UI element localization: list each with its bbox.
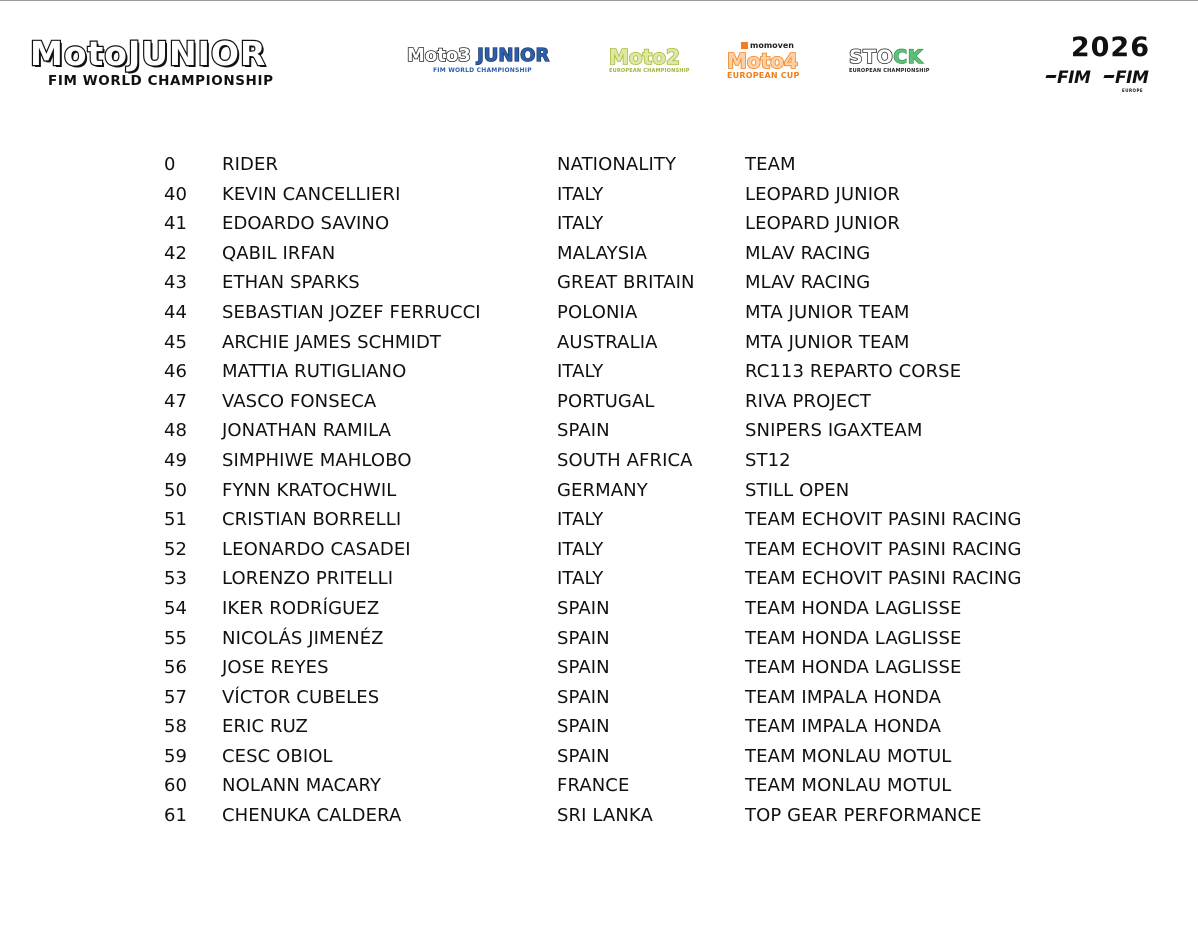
- rider-name: NOLANN MACARY: [222, 775, 382, 797]
- table-row: [164, 387, 1084, 417]
- rider-nationality: SPAIN: [557, 597, 610, 619]
- rider-nationality: SPAIN: [557, 420, 610, 442]
- rider-name: MATTIA RUTIGLIANO: [222, 361, 407, 383]
- table-row: [164, 594, 1084, 624]
- moto4-subtitle: EUROPEAN CUP: [727, 71, 800, 80]
- rider-name: FYNN KRATOCHWIL: [222, 479, 397, 501]
- rider-team: TEAM ECHOVIT PASINI RACING: [745, 568, 1022, 590]
- rider-number: 43: [164, 272, 188, 294]
- table-body: [164, 180, 1084, 831]
- rider-team: MTA JUNIOR TEAM: [745, 331, 910, 353]
- moto3-subtitle: FIM WORLD CHAMPIONSHIP: [433, 67, 532, 74]
- table-row: [164, 446, 1084, 476]
- momoven-icon: [741, 42, 748, 49]
- table-row: [164, 624, 1084, 654]
- rider-team: LEOPARD JUNIOR: [745, 213, 901, 235]
- rider-team: TEAM ECHOVIT PASINI RACING: [745, 538, 1022, 560]
- table-row: [164, 505, 1084, 535]
- header-rider: RIDER: [222, 154, 279, 175]
- table-row: [164, 742, 1084, 772]
- motojunior-subtitle: FIM WORLD CHAMPIONSHIP: [48, 73, 274, 89]
- rider-nationality: SPAIN: [557, 686, 610, 708]
- rider-nationality: GREAT BRITAIN: [557, 272, 695, 294]
- table-row: [164, 653, 1084, 683]
- rider-team: MLAV RACING: [745, 242, 871, 264]
- rider-number: 58: [164, 716, 188, 738]
- rider-name: CHENUKA CALDERA: [222, 805, 402, 827]
- rider-nationality: ITALY: [557, 361, 604, 383]
- rider-number: 44: [164, 301, 188, 323]
- rider-nationality: SPAIN: [557, 657, 610, 679]
- rider-number: 61: [164, 805, 188, 827]
- fim-europe-logo: FIM EUROPE: [1104, 68, 1148, 88]
- rider-team: STILL OPEN: [745, 479, 850, 501]
- rider-name: QABIL IRFAN: [222, 242, 336, 264]
- rider-number: 48: [164, 420, 188, 442]
- season-year: 2026: [1070, 32, 1150, 63]
- rider-nationality: ITALY: [557, 568, 604, 590]
- rider-number: 42: [164, 242, 188, 264]
- rider-name: ETHAN SPARKS: [222, 272, 360, 294]
- header-nationality: NATIONALITY: [557, 154, 677, 175]
- rider-number: 46: [164, 361, 188, 383]
- fim-europe-subtext: EUROPE: [1122, 88, 1144, 93]
- table-row: [164, 683, 1084, 713]
- header-team: TEAM: [745, 154, 796, 175]
- rider-team: ST12: [745, 449, 791, 471]
- rider-team: TEAM MONLAU MOTUL: [745, 745, 952, 767]
- table-row: [164, 564, 1084, 594]
- table-row: [164, 535, 1084, 565]
- rider-number: 56: [164, 657, 188, 679]
- rider-team: TEAM HONDA LAGLISSE: [745, 627, 962, 649]
- rider-team: MLAV RACING: [745, 272, 871, 294]
- header-number: 0: [164, 154, 176, 175]
- rider-nationality: SPAIN: [557, 745, 610, 767]
- rider-team: MTA JUNIOR TEAM: [745, 301, 910, 323]
- rider-name: VÍCTOR CUBELES: [222, 686, 380, 708]
- rider-number: 40: [164, 183, 188, 205]
- table-row: [164, 771, 1084, 801]
- moto4-sponsor: momoven: [750, 41, 794, 50]
- stock-wordmark: STO: [849, 46, 894, 68]
- rider-nationality: SPAIN: [557, 627, 610, 649]
- rider-name: ARCHIE JAMES SCHMIDT: [222, 331, 442, 353]
- rider-name: JONATHAN RAMILA: [222, 420, 392, 442]
- moto2-logo: [609, 46, 699, 86]
- rider-name: LORENZO PRITELLI: [222, 568, 394, 590]
- rider-name: SEBASTIAN JOZEF FERRUCCI: [222, 301, 481, 323]
- table-row: [164, 209, 1084, 239]
- table-row: [164, 328, 1084, 358]
- table-row: [164, 712, 1084, 742]
- fim-logo: FIM: [1046, 68, 1090, 88]
- rider-name: IKER RODRÍGUEZ: [222, 597, 380, 619]
- rider-nationality: PORTUGAL: [557, 390, 655, 412]
- rider-nationality: SPAIN: [557, 716, 610, 738]
- table-header-row: [164, 150, 1084, 180]
- moto3-wordmark: Moto3: [407, 45, 471, 66]
- rider-name: SIMPHIWE MAHLOBO: [222, 449, 412, 471]
- rider-name: LEONARDO CASADEI: [222, 538, 411, 560]
- rider-number: 59: [164, 745, 188, 767]
- moto3-junior-highlight: JUNIOR: [477, 45, 550, 66]
- moto4-logo: [727, 41, 819, 81]
- rider-number: 55: [164, 627, 188, 649]
- stock-logo: [849, 46, 929, 86]
- motojunior-logo: [30, 36, 312, 92]
- rider-number: 49: [164, 449, 188, 471]
- rider-nationality: MALAYSIA: [557, 242, 648, 264]
- rider-number: 47: [164, 390, 188, 412]
- rider-team: TEAM HONDA LAGLISSE: [745, 597, 962, 619]
- table-row: [164, 239, 1084, 269]
- rider-team: LEOPARD JUNIOR: [745, 183, 901, 205]
- rider-name: KEVIN CANCELLIERI: [222, 183, 401, 205]
- rider-number: 53: [164, 568, 188, 590]
- rider-team: TEAM IMPALA HONDA: [745, 686, 941, 708]
- rider-team: TEAM HONDA LAGLISSE: [745, 657, 962, 679]
- rider-number: 52: [164, 538, 188, 560]
- rider-nationality: ITALY: [557, 183, 604, 205]
- rider-list-table: [164, 150, 1084, 831]
- rider-team: TEAM MONLAU MOTUL: [745, 775, 952, 797]
- rider-nationality: FRANCE: [557, 775, 630, 797]
- rider-name: ERIC RUZ: [222, 716, 308, 738]
- moto2-subtitle: EUROPEAN CHAMPIONSHIP: [609, 68, 690, 74]
- rider-nationality: SOUTH AFRICA: [557, 449, 693, 471]
- fim-bar-icon: [1103, 75, 1114, 78]
- moto3-junior-logo: [407, 46, 582, 86]
- table-row: [164, 298, 1084, 328]
- moto2-wordmark: Moto2: [609, 45, 680, 69]
- rider-team: TOP GEAR PERFORMANCE: [745, 805, 982, 827]
- table-row: [164, 180, 1084, 210]
- top-divider: [0, 0, 1198, 1]
- rider-nationality: ITALY: [557, 213, 604, 235]
- rider-name: CRISTIAN BORRELLI: [222, 509, 402, 531]
- rider-team: RC113 REPARTO CORSE: [745, 361, 962, 383]
- rider-nationality: AUSTRALIA: [557, 331, 658, 353]
- rider-number: 51: [164, 509, 188, 531]
- table-row: [164, 357, 1084, 387]
- rider-name: JOSE REYES: [222, 657, 329, 679]
- rider-number: 41: [164, 213, 188, 235]
- rider-number: 50: [164, 479, 188, 501]
- table-row: [164, 476, 1084, 506]
- table-row: [164, 416, 1084, 446]
- rider-nationality: GERMANY: [557, 479, 648, 501]
- rider-number: 45: [164, 331, 188, 353]
- rider-nationality: ITALY: [557, 538, 604, 560]
- rider-team: TEAM IMPALA HONDA: [745, 716, 941, 738]
- rider-name: EDOARDO SAVINO: [222, 213, 390, 235]
- moto4-wordmark: Moto4: [727, 49, 798, 73]
- stock-subtitle: EUROPEAN CHAMPIONSHIP: [849, 68, 930, 74]
- rider-number: 60: [164, 775, 188, 797]
- fim-bar-icon: [1045, 75, 1056, 78]
- rider-nationality: POLONIA: [557, 301, 638, 323]
- rider-nationality: SRI LANKA: [557, 805, 653, 827]
- fim-logos: [1044, 68, 1150, 94]
- rider-team: TEAM ECHOVIT PASINI RACING: [745, 509, 1022, 531]
- motojunior-wordmark: MotoJUNIOR: [30, 34, 267, 73]
- rider-team: RIVA PROJECT: [745, 390, 871, 412]
- table-row: [164, 268, 1084, 298]
- rider-nationality: ITALY: [557, 509, 604, 531]
- rider-name: CESC OBIOL: [222, 745, 333, 767]
- table-row: [164, 801, 1084, 831]
- rider-name: VASCO FONSECA: [222, 390, 377, 412]
- stock-highlight: CK: [893, 46, 923, 68]
- rider-number: 54: [164, 597, 188, 619]
- rider-name: NICOLÁS JIMENÉZ: [222, 627, 384, 649]
- rider-team: SNIPERS IGAXTEAM: [745, 420, 923, 442]
- rider-number: 57: [164, 686, 188, 708]
